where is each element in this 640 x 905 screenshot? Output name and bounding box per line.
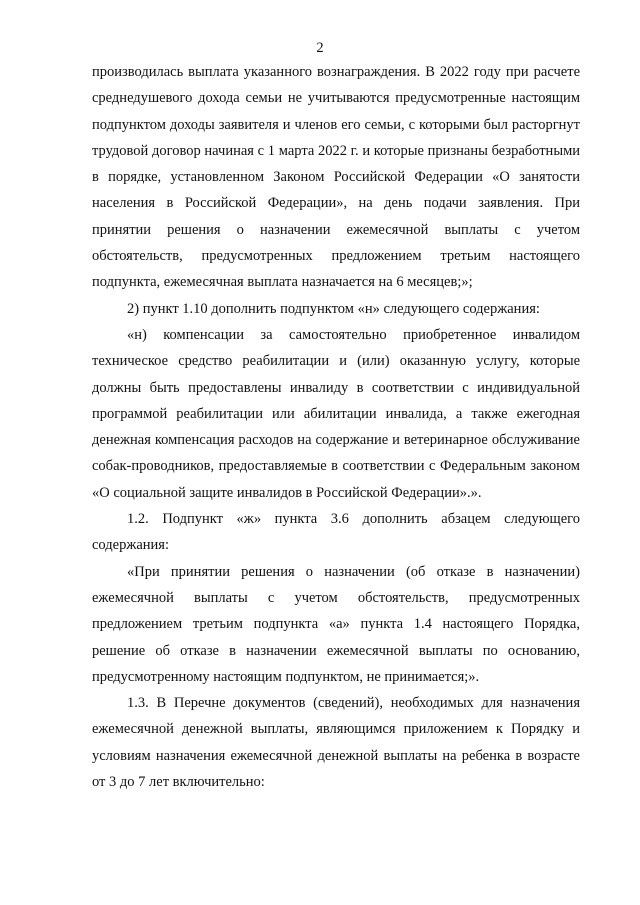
paragraph-5: «При принятии решения о назначении (об отказе в назначении) ежемесячной выплаты с учетом обстоятельств, предусмотренных предложением третьим подпункта «а» пункта 1.4 настоящего Порядка, решение об отказе в назначении ежемесячной выплаты по основанию, предусмотренному настоящим подпунктом, не принимается;». <box>92 563 580 685</box>
document-body <box>92 59 580 795</box>
paragraph-3: «н) компенсации за самостоятельно приобретенное инвалидом техническое средство реабилитации и (или) оказанную услугу, которые должны быть предоставлены инвалиду в соответствии с индивидуальной программой реабилитации или абилитации инвалида, а также ежегодная денежная компенсация расходов на содержание и ветеринарное обслуживание собак-проводников, предоставляемые в соответствии с Федеральным законом «О социальной защите инвалидов в Российской Федерации».». <box>92 326 580 501</box>
paragraph-1: производилась выплата указанного вознаграждения. В 2022 году при расчете среднедушевого дохода семьи не учитываются предусмотренные настоящим подпунктом доходы заявителя и членов его семьи, с которыми был расторгнут трудовой договор начиная с 1 марта 2022 г. и которые признаны безработными в порядке, установленном Законом Российской Федерации «О занятости населения в Российской Федерации», на день подачи заявления. При принятии решения о назначении ежемесячной выплаты с учетом обстоятельств, предусмотренных предложением третьим настоящего подпункта, ежемесячная выплата назначается на 6 месяцев;»; <box>92 64 580 291</box>
paragraph-2: 2) пункт 1.10 дополнить подпунктом «н» следующего содержания: <box>127 300 540 317</box>
page-number: 2 <box>316 40 324 56</box>
paragraph-6: 1.3. В Перечне документов (сведений), необходимых для назначения ежемесячной денежной выплаты, являющимся приложением к Порядку и условиям назначения ежемесячной денежной выплаты на ребенка в возрасте от 3 до 7 лет включительно: <box>92 695 580 791</box>
paragraph-4: 1.2. Подпункт «ж» пункта 3.6 дополнить абзацем следующего содержания: <box>92 511 580 554</box>
